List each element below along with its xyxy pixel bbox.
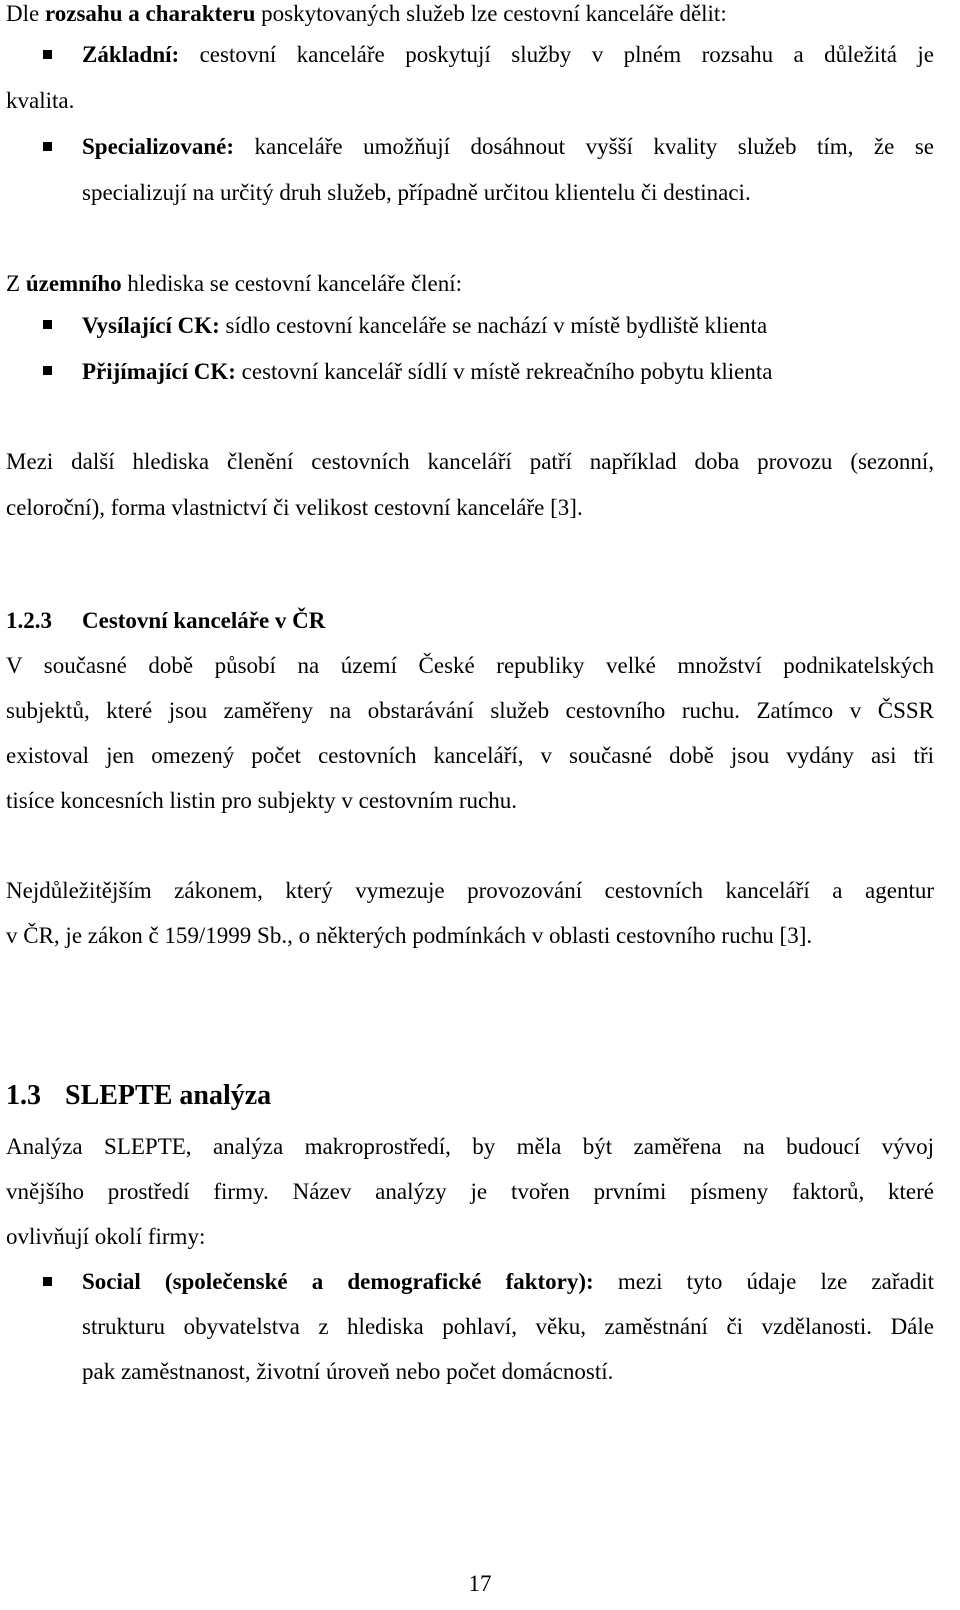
paragraph-line: existoval jen omezený počet cestovních kanceláří, v současné době jsou vydány asi tři [6, 743, 934, 768]
paragraph-line: tisíce koncesních listin pro subjekty v cestovním ruchu. [6, 788, 518, 813]
section-number: 1.2.3 [6, 608, 52, 633]
list-item-continuation: kvalita. [6, 88, 75, 113]
list-item-continuation: strukturu obyvatelstva z hlediska pohlaví, věku, zaměstnání či vzdělanosti. Dále [82, 1314, 934, 1339]
square-bullet-icon [43, 366, 52, 375]
square-bullet-icon [43, 142, 52, 151]
paragraph-line: ovlivňují okolí firmy: [6, 1224, 206, 1249]
list-item-continuation: specializují na určitý druh služeb, případně určitou klientelu či destinaci. [82, 180, 751, 205]
section-title: Cestovní kanceláře v ČR [82, 608, 326, 633]
section-heading-1-2-3 [6, 607, 934, 635]
paragraph-line: Analýza SLEPTE, analýza makroprostředí, by měla být zaměřena na budoucí vývoj [6, 1134, 934, 1159]
bold-term: rozsahu a charakteru [44, 1, 256, 26]
list-item: Základní: cestovní kanceláře poskytují služby v plném rozsahu a důležitá je [82, 42, 934, 67]
section-number: 1.3 [6, 1080, 41, 1111]
section-title: SLEPTE analýza [65, 1080, 272, 1111]
paragraph-line: V současné době působí na území České republiky velké množství podnikatelských [6, 653, 934, 678]
page-number: 17 [468, 1571, 492, 1596]
paragraph-territorial-intro: Z územního hlediska se cestovní kanceláře člení: [6, 271, 463, 296]
paragraph-line: celoroční), forma vlastnictví či velikost cestovní kanceláře [3]. [6, 495, 583, 520]
paragraph-line: subjektů, které jsou zaměřeny na obstarávání služeb cestovního ruchu. Zatímco v ČSSR [6, 698, 934, 723]
list-item: Přijímající CK: cestovní kancelář sídlí v místě rekreačního pobytu klienta [82, 359, 773, 384]
square-bullet-icon [43, 50, 52, 59]
list-item: Social (společenské a demografické faktory): mezi tyto údaje lze zařadit [82, 1269, 934, 1294]
paragraph-line: v ČR, je zákon č 159/1999 Sb., o některých podmínkách v oblasti cestovního ruchu [3]. [6, 923, 813, 948]
list-item: Vysílající CK: sídlo cestovní kanceláře se nachází v místě bydliště klienta [82, 313, 768, 338]
list-item: Specializované: kanceláře umožňují dosáhnout vyšší kvality služeb tím, že se [82, 134, 934, 159]
list-item-continuation: pak zaměstnanost, životní úroveň nebo počet domácností. [82, 1359, 614, 1384]
paragraph-line: vnějšího prostředí firmy. Název analýzy je tvořen prvními písmeny faktorů, které [6, 1179, 934, 1204]
square-bullet-icon [43, 1277, 52, 1286]
paragraph-scope-intro: Dle rozsahu a charakteru poskytovaných služeb lze cestovní kanceláře dělit: [6, 1, 727, 26]
section-heading-1-3 [6, 1079, 934, 1113]
square-bullet-icon [43, 320, 52, 329]
paragraph-line: Nejdůležitějším zákonem, který vymezuje provozování cestovních kanceláří a agentur [6, 878, 934, 903]
paragraph-line: Mezi další hlediska členění cestovních kanceláří patří například doba provozu (sezonní, [6, 449, 934, 474]
